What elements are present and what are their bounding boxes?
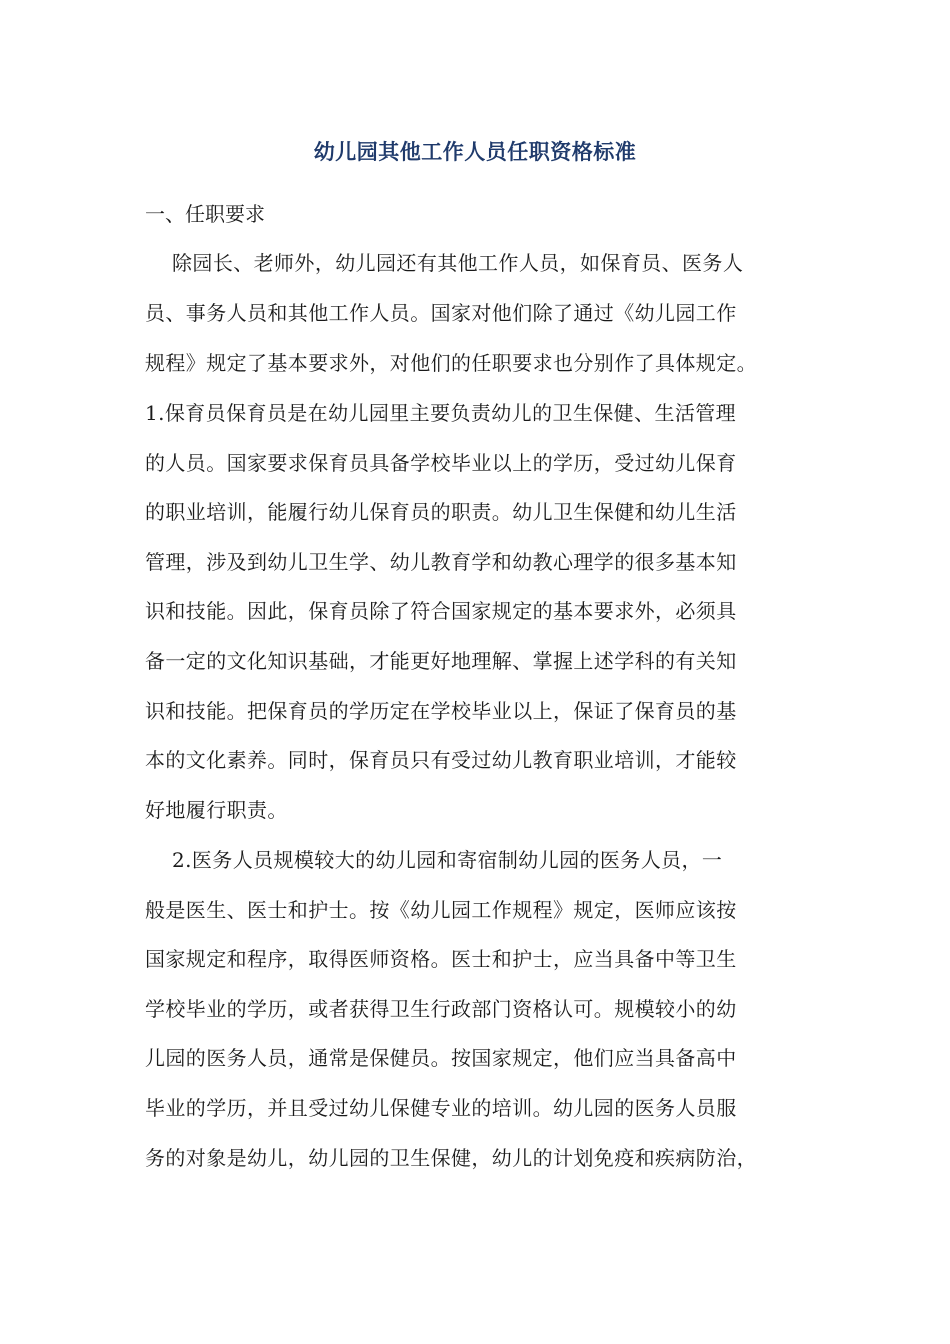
paragraph-line: 好地履行职责。: [145, 798, 288, 822]
paragraph-line: 员、事务人员和其他工作人员。国家对他们除了通过《幼儿园工作: [145, 301, 737, 325]
paragraph-line: 般是医生、医士和护士。按《幼儿园工作规程》规定，医师应该按: [145, 898, 737, 922]
paragraph-line: 的职业培训，能履行幼儿保育员的职责。幼儿卫生保健和幼儿生活: [145, 500, 737, 524]
paragraph-line: 管理，涉及到幼儿卫生学、幼儿教育学和幼教心理学的很多基本知: [145, 550, 737, 574]
paragraph-line: 本的文化素养。同时，保育员只有受过幼儿教育职业培训，才能较: [145, 748, 737, 772]
paragraph-line: 除园长、老师外，幼儿园还有其他工作人员，如保育员、医务人: [145, 251, 744, 275]
paragraph-line: 学校毕业的学历，或者获得卫生行政部门资格认可。规模较小的幼: [145, 997, 737, 1021]
paragraph-line: 备一定的文化知识基础，才能更好地理解、掌握上述学科的有关知: [145, 649, 737, 673]
paragraph-line: 1.保育员保育员是在幼儿园里主要负责幼儿的卫生保健、生活管理: [145, 401, 737, 425]
paragraph-line: 儿园的医务人员，通常是保健员。按国家规定，他们应当具备高中: [145, 1046, 737, 1070]
paragraph-line: 识和技能。因此，保育员除了符合国家规定的基本要求外，必须具: [145, 599, 737, 623]
paragraph-line: 识和技能。把保育员的学历定在学校毕业以上，保证了保育员的基: [145, 699, 737, 723]
paragraph-line: 毕业的学历，并且受过幼儿保健专业的培训。幼儿园的医务人员服: [145, 1096, 737, 1120]
paragraph-line: 务的对象是幼儿，幼儿园的卫生保健，幼儿的计划免疫和疾病防治，: [145, 1146, 757, 1170]
document-title: 幼儿园其他工作人员任职资格标准: [313, 139, 637, 164]
paragraph-line: 国家规定和程序，取得医师资格。医士和护士，应当具备中等卫生: [145, 947, 737, 971]
paragraph-line: 的人员。国家要求保育员具备学校毕业以上的学历，受过幼儿保育: [145, 451, 737, 475]
paragraph-line: 规程》规定了基本要求外，对他们的任职要求也分别作了具体规定。: [145, 351, 757, 375]
paragraph-line: 2.医务人员规模较大的幼儿园和寄宿制幼儿园的医务人员，一: [145, 848, 723, 872]
section-heading: 一、任职要求: [145, 202, 265, 226]
